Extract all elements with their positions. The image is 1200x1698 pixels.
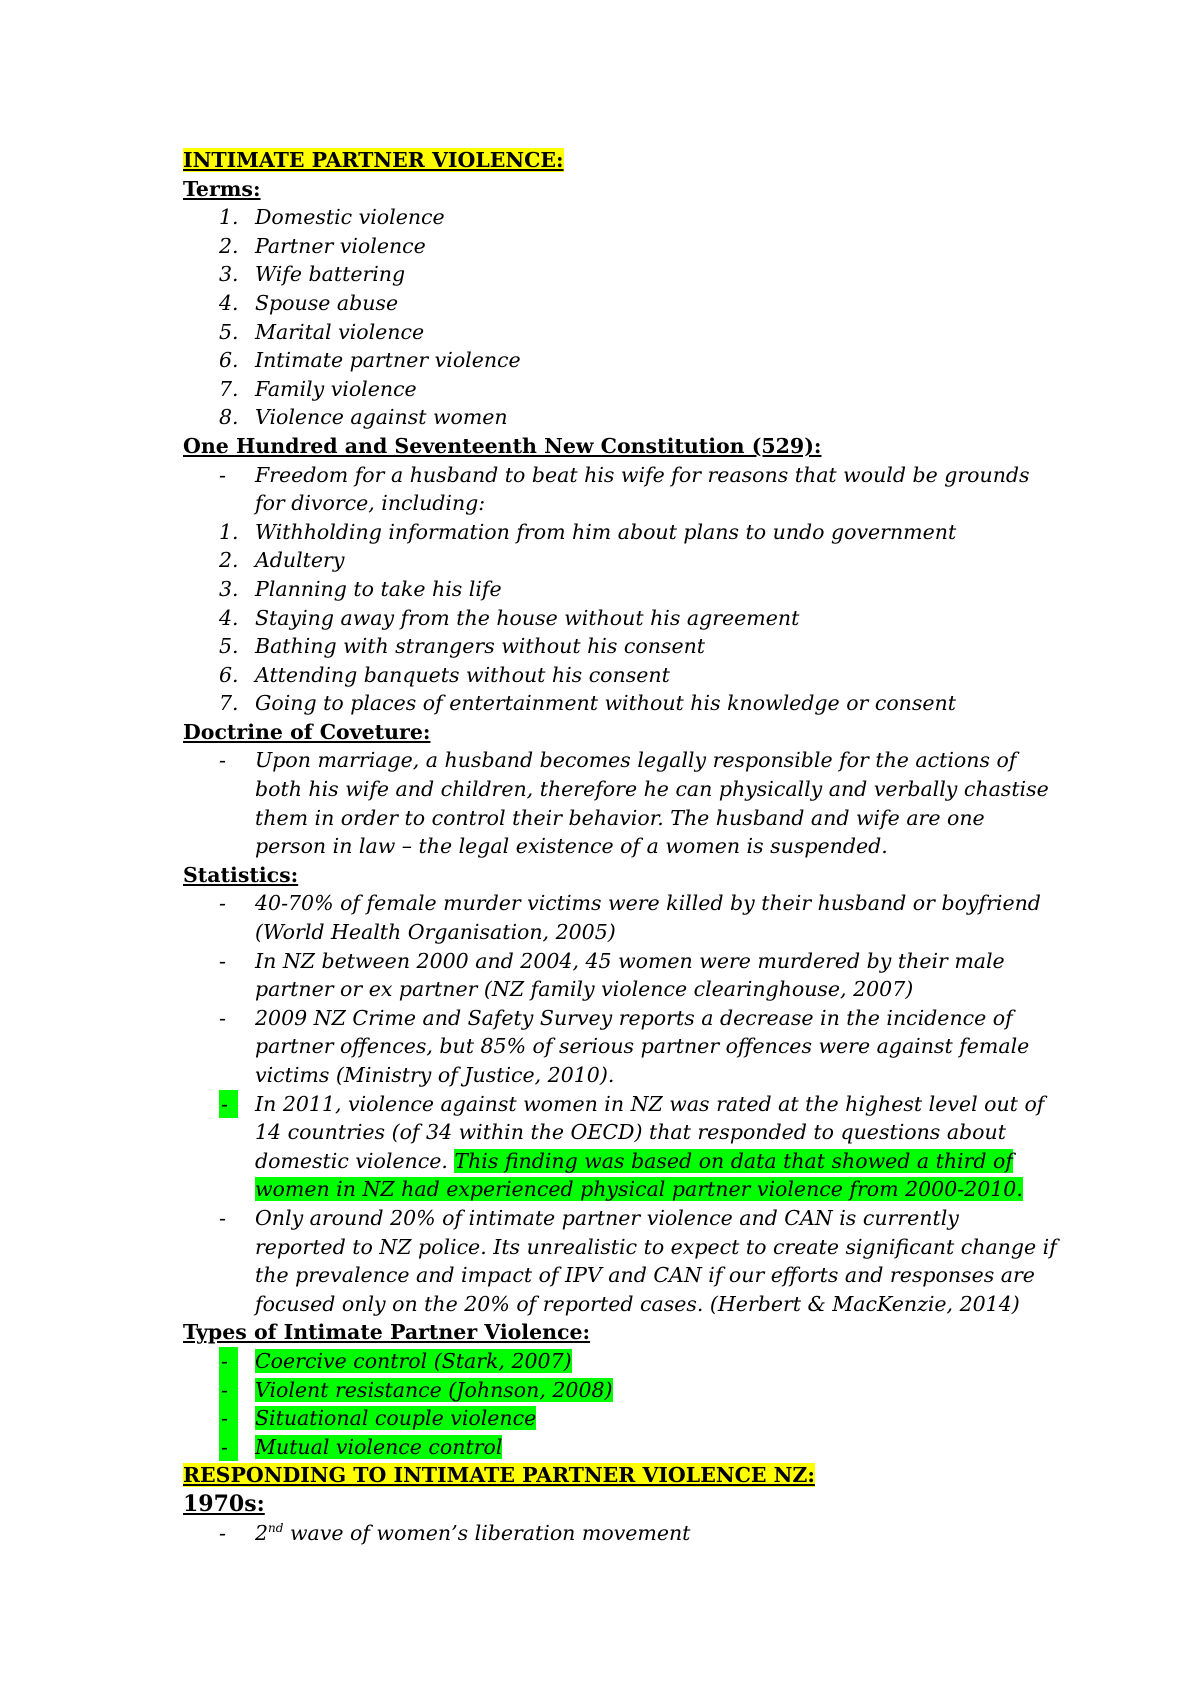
bullet-continuation: person in law – the legal existence of a women is suspended. [255, 834, 888, 859]
section-heading-responding: RESPONDING TO INTIMATE PARTNER VIOLENCE NZ: [183, 1463, 815, 1488]
list-item: 3. Planning to take his life [219, 576, 502, 601]
list-item: 7. Going to places of entertainment without his knowledge or consent [219, 691, 956, 716]
bullet-item: - Only around 20% of intimate partner violence and CAN is currently [219, 1205, 959, 1230]
bullet-item-highlighted: - Coercive control (Stark, 2007) [183, 1347, 1063, 1376]
list-item: 6. Attending banquets without his consent [219, 662, 670, 687]
bullet-continuation: victims (Ministry of Justice, 2010). [255, 1063, 615, 1087]
bullet-item: - Freedom for a husband to beat his wife for reasons that would be grounds [219, 462, 1030, 487]
coveture-heading: Doctrine of Coveture: [183, 719, 431, 744]
bullet-continuation: for divorce, including: [255, 491, 486, 516]
bullet-item-highlighted: - Violent resistance (Johnson, 2008) [183, 1376, 1063, 1405]
bullet-continuation: them in order to control their behavior. The husband and wife are one [255, 805, 985, 830]
list-item: 6. Intimate partner violence [219, 348, 521, 373]
bullet-continuation: partner offences, but 85% of serious partner offences were against female [255, 1034, 1030, 1059]
constitution-heading: One Hundred and Seventeenth New Constitution (529): [183, 433, 822, 458]
bullet-item: - 2009 NZ Crime and Safety Survey reports a decrease in the incidence of [219, 1005, 1013, 1030]
list-item: 4. Staying away from the house without his agreement [219, 605, 800, 630]
bullet-continuation [183, 1175, 1063, 1204]
green-highlight: This finding was based on data that showed a third of [454, 1148, 1013, 1173]
green-highlight: women in NZ had experienced physical partner violence from 2000-2010. [255, 1177, 1023, 1202]
bullet-continuation: focused only on the 20% of reported cases. (Herbert & MacKenzie, 2014) [255, 1291, 1020, 1316]
bullet-continuation: 14 countries (of 34 within the OECD) that responded to questions about [255, 1120, 1006, 1145]
bullet-item-highlighted: - In 2011, violence against women in NZ was rated at the highest level out of [183, 1090, 1063, 1119]
bullet-continuation: reported to NZ police. Its unrealistic to expect to create significant change if [255, 1234, 1057, 1259]
list-item: 1. Withholding information from him about plans to undo government [219, 519, 957, 544]
terms-heading: Terms: [183, 176, 261, 201]
list-item: 3. Wife battering [219, 262, 406, 287]
list-item: 4. Spouse abuse [219, 290, 399, 315]
bullet-item-highlighted: - Mutual violence control [183, 1433, 1063, 1462]
decade-heading: 1970s: [183, 1490, 265, 1517]
section-heading-ipv: INTIMATE PARTNER VIOLENCE: [183, 148, 564, 172]
bullet-item: - In NZ between 2000 and 2004, 45 women were murdered by their male [219, 948, 1005, 973]
bullet-item-highlighted: - Situational couple violence [183, 1404, 1063, 1433]
document-body [183, 146, 1063, 1547]
list-item: 5. Marital violence [219, 319, 425, 344]
bullet-item: - 40-70% of female murder victims were killed by their husband or boyfriend [219, 891, 1041, 916]
bullet-continuation: domestic violence. This finding was based on data that showed a third of [255, 1148, 1013, 1173]
bullet-continuation: partner or ex partner (NZ family violence clearinghouse, 2007) [255, 977, 914, 1002]
bullet-item: - 2nd wave of women’s liberation movement [219, 1520, 691, 1545]
statistics-heading: Statistics: [183, 862, 299, 887]
list-item: 1. Domestic violence [219, 205, 445, 230]
types-heading: Types of Intimate Partner Violence: [183, 1320, 591, 1345]
list-item: 7. Family violence [219, 376, 417, 401]
bullet-continuation: both his wife and children, therefore he can physically and verbally chastise [255, 777, 1049, 802]
bullet-item: - Upon marriage, a husband becomes legally responsible for the actions of [219, 748, 1017, 773]
list-item: 2. Partner violence [219, 233, 426, 258]
list-item: 8. Violence against women [219, 405, 508, 430]
bullet-continuation: the prevalence and impact of IPV and CAN if our efforts and responses are [255, 1263, 1035, 1288]
list-item: 5. Bathing with strangers without his consent [219, 634, 706, 659]
list-item: 2. Adultery [219, 548, 345, 573]
bullet-continuation: (World Health Organisation, 2005) [255, 920, 616, 945]
